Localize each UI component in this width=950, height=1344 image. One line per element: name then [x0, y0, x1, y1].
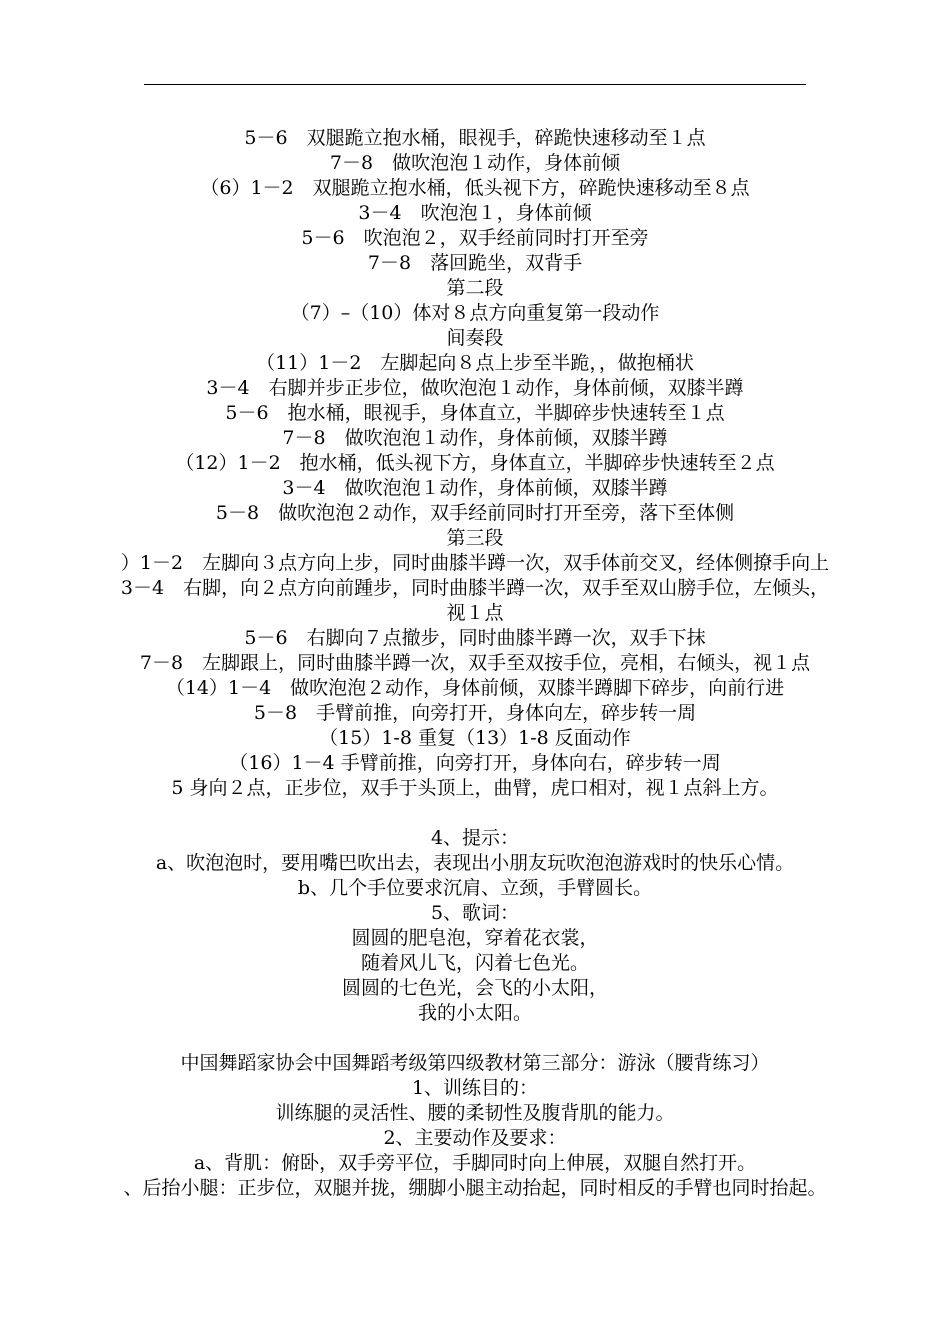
- text-line: （11）1－2 左脚起向８点上步至半跪，，做抱桶状: [256, 352, 694, 374]
- section-heading: 第三段: [446, 527, 504, 549]
- text-line: 7－8 做吹泡泡１动作，身体前倾，双膝半蹲: [282, 427, 668, 449]
- text-line: 5－8 手臂前推，向旁打开，身体向左，碎步转一周: [253, 702, 697, 724]
- text-line: 5 身向２点，正步位，双手于头顶上，曲臂，虎口相对，视１点斜上方。: [171, 777, 779, 799]
- header-rule: [144, 84, 806, 85]
- section-heading: 2、主要动作及要求：: [383, 1127, 567, 1149]
- text-line: 5－6 双腿跪立抱水桶，眼视手，碎跪快速移动至１点: [244, 127, 706, 149]
- text-line: 视１点: [446, 602, 504, 624]
- text-line: a、背肌：俯卧，双手旁平位，手脚同时向上伸展，双腿自然打开。: [193, 1152, 757, 1174]
- text-line: 5－6 右脚向７点撤步，同时曲膝半蹲一次，双手下抹: [244, 627, 706, 649]
- text-line: （7）–（10）体对８点方向重复第一段动作: [290, 302, 660, 324]
- section-heading: 间奏段: [446, 327, 504, 349]
- text-line: 训练腿的灵活性、腰的柔韧性及腹背肌的能力。: [275, 1102, 675, 1124]
- section-heading: 第二段: [446, 277, 504, 299]
- section-heading: 5、歌词：: [430, 902, 520, 924]
- text-line: 7－8 落回跪坐，双背手: [367, 252, 583, 274]
- text-line: （12）1－2 抱水桶，低头视下方，身体直立，半脚碎步快速转至２点: [175, 452, 775, 474]
- text-line: 7－8 左脚跟上，同时曲膝半蹲一次，双手至双按手位，亮相，右倾头，视１点: [139, 652, 811, 674]
- text-line: b、几个手位要求沉肩、立颈，手臂圆长。: [297, 877, 653, 899]
- text-line: 3－4 做吹泡泡１动作，身体前倾，双膝半蹲: [282, 477, 668, 499]
- section-heading: 4、提示：: [430, 827, 520, 849]
- lyric-line: 圆圆的七色光，会飞的小太阳，: [341, 977, 608, 999]
- text-line: （16）1－4 手臂前推，向旁打开，身体向右，碎步转一周: [229, 752, 721, 774]
- lyric-line: 圆圆的肥皂泡，穿着花衣裳，: [351, 927, 599, 949]
- text-line: a、吹泡泡时，要用嘴巴吹出去，表现出小朋友玩吹泡泡游戏时的快乐心情。: [155, 852, 795, 874]
- text-line: 5－6 吹泡泡２，双手经前同时打开至旁: [301, 227, 649, 249]
- text-line: 3－4 右脚，向２点方向前踵步，同时曲膝半蹲一次，双手至双山膀手位，左倾头，: [120, 577, 830, 599]
- text-line: （6）1－2 双腿跪立抱水桶，低头视下方，碎跪快速移动至８点: [200, 177, 750, 199]
- text-line: 5－6 抱水桶，眼视手，身体直立，半脚碎步快速转至１点: [225, 402, 725, 424]
- text-line: 3－4 右脚并步正步位，做吹泡泡１动作，身体前倾，双膝半蹲: [206, 377, 744, 399]
- text-line: 、后抬小腿：正步位，双腿并拢，绷脚小腿主动抬起，同时相反的手臂也同时抬起。: [123, 1177, 827, 1199]
- part-title: 中国舞蹈家协会中国舞蹈考级第四级教材第三部分：游泳（腰背练习）: [180, 1052, 770, 1074]
- text-line: 5－8 做吹泡泡２动作，双手经前同时打开至旁，落下至体侧: [215, 502, 735, 524]
- lyric-line: 我的小太阳。: [417, 1002, 532, 1024]
- document-body: [0, 126, 950, 1201]
- text-line: 3－4 吹泡泡１，身体前倾: [358, 202, 592, 224]
- text-line: 7－8 做吹泡泡１动作，身体前倾: [329, 152, 621, 174]
- section-heading: 1、训练目的：: [411, 1077, 539, 1099]
- blank-line: [0, 1026, 950, 1051]
- blank-line: [0, 801, 950, 826]
- text-line: （15）1-8 重复（13）1-8 反面动作: [319, 727, 631, 749]
- text-line: ）1－2 左脚向３点方向上步，同时曲膝半蹲一次，双手体前交叉，经体侧撩手向上: [120, 552, 830, 574]
- text-line: （14）1－4 做吹泡泡２动作，身体前倾，双膝半蹲脚下碎步，向前行进: [165, 677, 785, 699]
- lyric-line: 随着风儿飞，闪着七色光。: [360, 952, 589, 974]
